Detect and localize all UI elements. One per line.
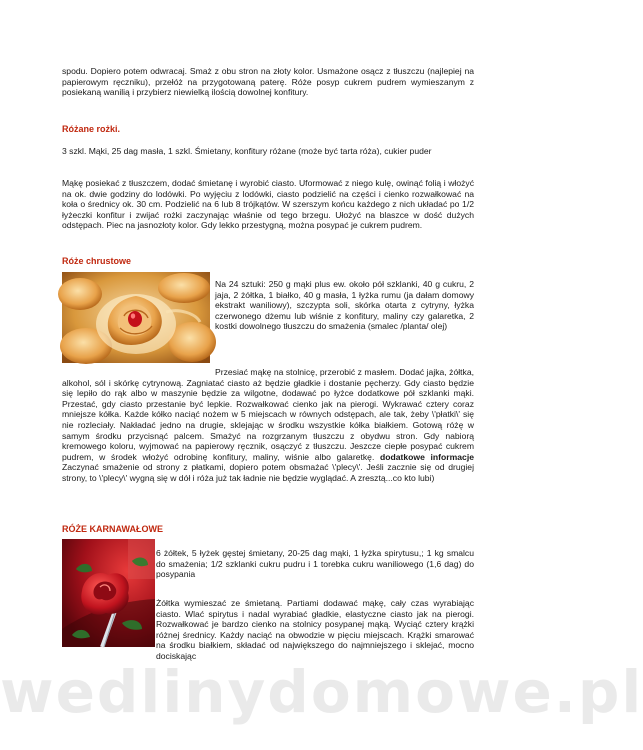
rozki-method: Mąkę posiekać z tłuszczem, dodać śmietanę i wyrobić ciasto. Uformować z niego kulę, owinąć folią i włożyć na ok. dwie godziny do lodówki. Po wyjęciu z lodówki, ciasto podzielić na części i cienko rozwałkować na koła o średnicy ok. 30 cm. Podzielić na 6 lub 8 trójkątów. W szerszym końcu każdego z nich układać po 1/2 łyżeczki konfitur i zwijać rożki zaczynając właśnie od tego brzegu. Ułożyć na blaszce w dość dużych odstępach. Piec na jasnozłoty kolor. Gdy lekko przestygną, można posypać je cukrem pudrem.: [62, 178, 474, 231]
rozki-ingredients: 3 szkl. Mąki, 25 dag masła, 1 szkl. Śmietany, konfitury różane (może być tarta róża), cukier puder: [62, 146, 432, 156]
section-heading-chrustowe: Róże chrustowe: [62, 256, 132, 266]
chrustowe-method-part-a: Przesiać mąkę na stolnicę, przerobić z masłem. Dodać jajka, żółtka, alkohol, sól i skórkę cytrynową. Zagniatać ciasto aż będzie gładkie i dostanie pęcherzy. Gdy ciasto będzie się lepiło do rąk albo w maszynie będzie za wilgotne, dodawać po łyżce dodatkowe pół szklanki mąki. Przestać, gdy ciasto przestanie być lepkie. Rozwałkować cienko jak na pierogi. Wykrawać cztery coraz mniejsze kółka. Każde kółko naciąć nożem w 5 miejscach w równych odstępach, ale tak, żeby \'płatki\' się nie rozleciały. Nakładać jedno na drugie, sklejając w środku wszystkie kółka białkiem. Gotową różę w samym środku przycisnąć palcem. Smażyć na rozgrzanym tłuszczu z obydwu stron. Gdy nabiorą kremowego koloru, wyjmować na papierowy ręcznik, osączyć z tłuszczu. Jeszcze ciepłe posypać cukrem pudrem, w środek włożyć odrobinę konfitury, maliny, wiśnie albo galaretkę.: [62, 367, 474, 462]
rose-fork-photo: [62, 539, 155, 647]
karnawalowe-method: Żółtka wymieszać ze śmietaną. Partiami dodawać mąkę, cały czas wyrabiając ciasto. Wlać spirytus i nadal wyrabiać gładkie, elastyczne ciasto jak na pierogi. Rozwałkować je bardzo cienko na stolnicy posypanej mąką. Wyciąć cztery krążki różnej średnicy. Każdy naciąć na obwodzie w pięciu miejscach. Krążki smarować na środku białkiem, składać od największego do najmniejszego i sklejać, mocno dociskając: [156, 598, 474, 661]
section-heading-rozki: Różane rożki.: [62, 124, 121, 134]
intro-paragraph: spodu. Dopiero potem odwracaj. Smaż z obu stron na złoty kolor. Usmażone osącz z tłuszczu (najlepiej na papierowym ręczniku), przełóż na przygotowaną paterę. Róże posyp cukrem pudrem wymieszanym z posiekaną wanilią i przybierz niewielką ilością dowolnej konfitury.: [62, 66, 474, 98]
chrustowe-method-part-b: Zaczynać smażenie od strony z płatkami, dopiero potem obsmażać \'plecy\'. Jeśli zacznie się od drugiej strony, to \'plecy\' wygną się w dół i róża już tak ładnie nie będzie wyglądać. A zresztą...co kto lubi): [62, 462, 474, 483]
chrust-roses-photo: [62, 272, 210, 363]
karnawalowe-ingredients: 6 żółtek, 5 łyżek gęstej śmietany, 20-25 dag mąki, 1 łyżka spirytusu,; 1 kg smalcu do smażenia; 1/2 szklanki cukru pudru i 1 torebka cukru waniliowego (1,6 dag) do posypania: [156, 548, 474, 580]
chrustowe-method: [62, 367, 474, 484]
additional-info-label: dodatkowe informacje: [379, 451, 474, 462]
chrustowe-ingredients: Na 24 sztuki: 250 g mąki plus ew. około pół szklanki, 40 g cukru, 2 jaja, 2 żółtka, 1 białko, 40 g masła, 1 łyżka rumu (ja dałam domowy ekstrakt waniliowy), szczypta soli, skórka otarta z cytryny, łyżka czerwonego dżemu lub wiśnie z konfitury, maliny czy galaretka, 2 kostki dowolnego tłuszczu do smażenia (smalec /planta/ olej): [215, 279, 474, 332]
section-heading-karnawalowe: RÓŻE KARNAWAŁOWE: [62, 524, 163, 534]
watermark: wedlinydomowe.pl: [0, 658, 643, 726]
